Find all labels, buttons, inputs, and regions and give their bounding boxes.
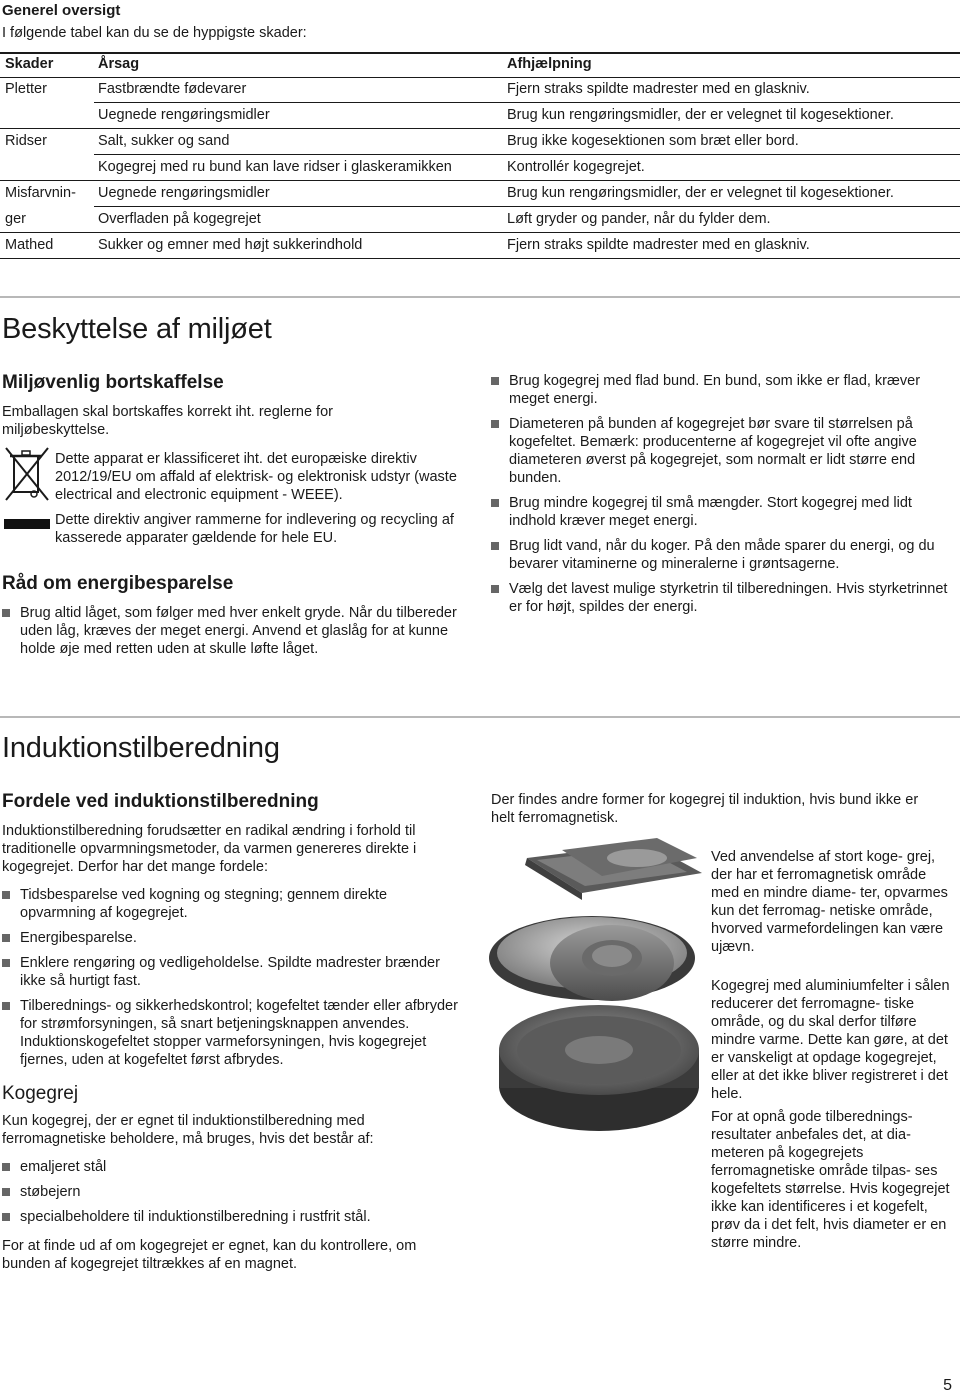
cause-cell: Overfladen på kogegrejet: [98, 211, 261, 227]
table-row: [0, 206, 960, 232]
cause-cell: Uegnede rengøringsmidler: [98, 185, 270, 201]
overview-intro: I følgende tabel kan du se de hyppigste skader:: [2, 25, 307, 41]
table-row: [0, 180, 960, 206]
table-row: [0, 76, 960, 102]
cookware-illustration: [487, 838, 707, 1158]
damage-cell: Misfarvnin-: [5, 185, 76, 201]
remedy-cell: Brug kun rengøringsmidler, der er velegnet til kogesektioner.: [507, 185, 894, 201]
remedy-cell: Løft gryder og pander, når du fylder dem.: [507, 211, 771, 227]
disposal-title: Miljøvenlig bortskaffelse: [2, 372, 224, 393]
section-divider: [0, 296, 960, 298]
cookware-title: Kogegrej: [2, 1083, 79, 1104]
induction-right-p1: Ved anvendelse af stort koge- grej, der har et ferromagnetisk område med en mindre diame- ter, opvarmes kun det ferromag- netiske område, hvorved varmefordelingen kan være ujævn.: [711, 849, 948, 955]
advantages-intro: Induktionstilberedning forudsætter en radikal ændring i forhold til traditionelle opvarmningsmetoder, da varmen genereres direkte i kogegrejet. Derfor har det mange fordele:: [2, 823, 417, 875]
remedy-cell: Kontrollér kogegrejet.: [507, 159, 645, 175]
advantages-list: [2, 886, 464, 1069]
overview-table: [0, 52, 960, 258]
cookware-check: For at finde ud af om kogegrejet er egnet, kan du kontrollere, om bunden af kogegrejet tiltrækkes af en magnet.: [2, 1238, 417, 1272]
cookware-intro: Kun kogegrej, der er egnet til induktionstilberedning med ferromagnetiske beholdere, må bruges, hvis det består af:: [2, 1113, 374, 1147]
table-row: [0, 154, 960, 180]
list-item: støbejern: [2, 1183, 464, 1201]
cause-cell: Sukker og emner med højt sukkerindhold: [98, 237, 363, 253]
remedy-cell: Brug kun rengøringsmidler, der er velegnet til kogesektioner.: [507, 107, 894, 123]
section-divider: [0, 716, 960, 718]
energy-title: Råd om energibesparelse: [2, 573, 234, 594]
weee-directive-text: Dette direktiv angiver rammerne for indlevering og recycling af kasserede apparater gældende for hele EU.: [55, 512, 454, 546]
table-row: [0, 232, 960, 258]
crossed-out-wheelie-bin-icon: [4, 446, 50, 506]
list-item: specialbeholdere til induktionstilberedning i rustfrit stål.: [2, 1208, 464, 1226]
header-damage: Skader: [5, 56, 54, 72]
list-item: Brug kogegrej med flad bund. En bund, som ikke er flad, kræver meget energi.: [491, 372, 956, 408]
induction-right-p3: For at opnå gode tilberednings- resultater anbefales det, at dia- meteren på kogegrejets ferromagnetiske område tilpas- ses kogefeltets størrelse. Hvis kogegrejet ikke kan identificeres i et kogefelt, prøv da i det felt, hvis diameter er en større mindre.: [711, 1109, 950, 1251]
advantages-title: Fordele ved induktionstilberedning: [2, 791, 319, 812]
cause-cell: Salt, sukker og sand: [98, 133, 230, 149]
damage-cell: Mathed: [5, 237, 54, 253]
remedy-cell: Fjern straks spildte madrester med en glaskniv.: [507, 81, 810, 97]
list-item: emaljeret stål: [2, 1158, 464, 1176]
remedy-cell: Brug ikke kogesektionen som bræt eller bord.: [507, 133, 799, 149]
weee-text: Dette apparat er klassificeret iht. det europæiske direktiv 2012/19/EU om affald af elektrisk- og elektronisk udstyr (waste electrical and electronic equipment - WEEE).: [55, 451, 457, 503]
energy-tips-left: [2, 604, 467, 658]
list-item: Brug altid låget, som følger med hver enkelt gryde. Når du tilbereder uden låg, kræves der meget energi. Anvend et glaslåg for at kunne holde øje med retten uden at skulle løfte låget.: [2, 604, 467, 658]
cause-cell: Uegnede rengøringsmidler: [98, 107, 270, 123]
cause-cell: Kogegrej med ru bund kan lave ridser i glaskeramikken: [98, 159, 452, 175]
header-cause: Årsag: [98, 56, 140, 72]
list-item: Enklere rengøring og vedligeholdelse. Spildte madrester brænder ikke så hurtigt fast.: [2, 954, 464, 990]
list-item: Tilberednings- og sikkerhedskontrol; kogefeltet tænder eller afbryder for strømforsyningen, så snart betjeningsknappen anvendes. Induktionskogefeltet stopper varmeforsyningen, hvis kogegrejet fjernes, uden at kogefeltet først afbrydes.: [2, 997, 464, 1069]
damage-cell: Ridser: [5, 133, 47, 149]
materials-list: [2, 1158, 464, 1226]
disposal-text: Emballagen skal bortskaffes korrekt iht. reglerne for miljøbeskyttelse.: [2, 404, 333, 438]
induction-title: Induktionstilberedning: [2, 732, 280, 764]
remedy-cell: Fjern straks spildte madrester med en glaskniv.: [507, 237, 810, 253]
header-remedy: Afhjælpning: [507, 56, 592, 72]
environment-title: Beskyttelse af miljøet: [2, 313, 272, 345]
list-item: Brug lidt vand, når du koger. På den måde sparer du energi, og du bevarer vitaminerne og mineralerne i grøntsagerne.: [491, 537, 956, 573]
page-number: 5: [943, 1377, 952, 1394]
damage-cell: ger: [5, 211, 26, 227]
list-item: Vælg det lavest mulige styrketrin til tilberedningen. Hvis styrketrinnet er for højt, spildes der energi.: [491, 580, 956, 616]
induction-right-p2: Kogegrej med aluminiumfelter i sålen reducerer det ferromagne- tiske område, og du skal derfor tilføre mindre varme. Dette kan gøre, at det er vanskeligt at opdage kogegrejet, eller at det ikke bliver registreret i det hele.: [711, 978, 950, 1102]
list-item: Diameteren på bunden af kogegrejet bør svare til størrelsen på kogefeltet. Bemærk: producenterne af kogegrejet vil ofte angive diameteren øverst på kogegrejet, som normalt er lidt større end bunden.: [491, 415, 956, 487]
table-row: [0, 102, 960, 128]
table-row: [0, 128, 960, 154]
cause-cell: Fastbrændte fødevarer: [98, 81, 247, 97]
list-item: Energibesparelse.: [2, 929, 464, 947]
induction-right-intro: Der findes andre former for kogegrej til induktion, hvis bund ikke er helt ferromagnetisk.: [491, 792, 919, 826]
energy-tips-right: [491, 372, 956, 616]
list-item: Brug mindre kogegrej til små mængder. Stort kogegrej med lidt indhold kræver meget energi.: [491, 494, 956, 530]
damage-cell: Pletter: [5, 81, 47, 97]
weee-bar: [4, 519, 50, 529]
table-header: [0, 52, 960, 76]
overview-title: Generel oversigt: [2, 2, 121, 19]
list-item: Tidsbesparelse ved kogning og stegning; gennem direkte opvarmning af kogegrejet.: [2, 886, 464, 922]
